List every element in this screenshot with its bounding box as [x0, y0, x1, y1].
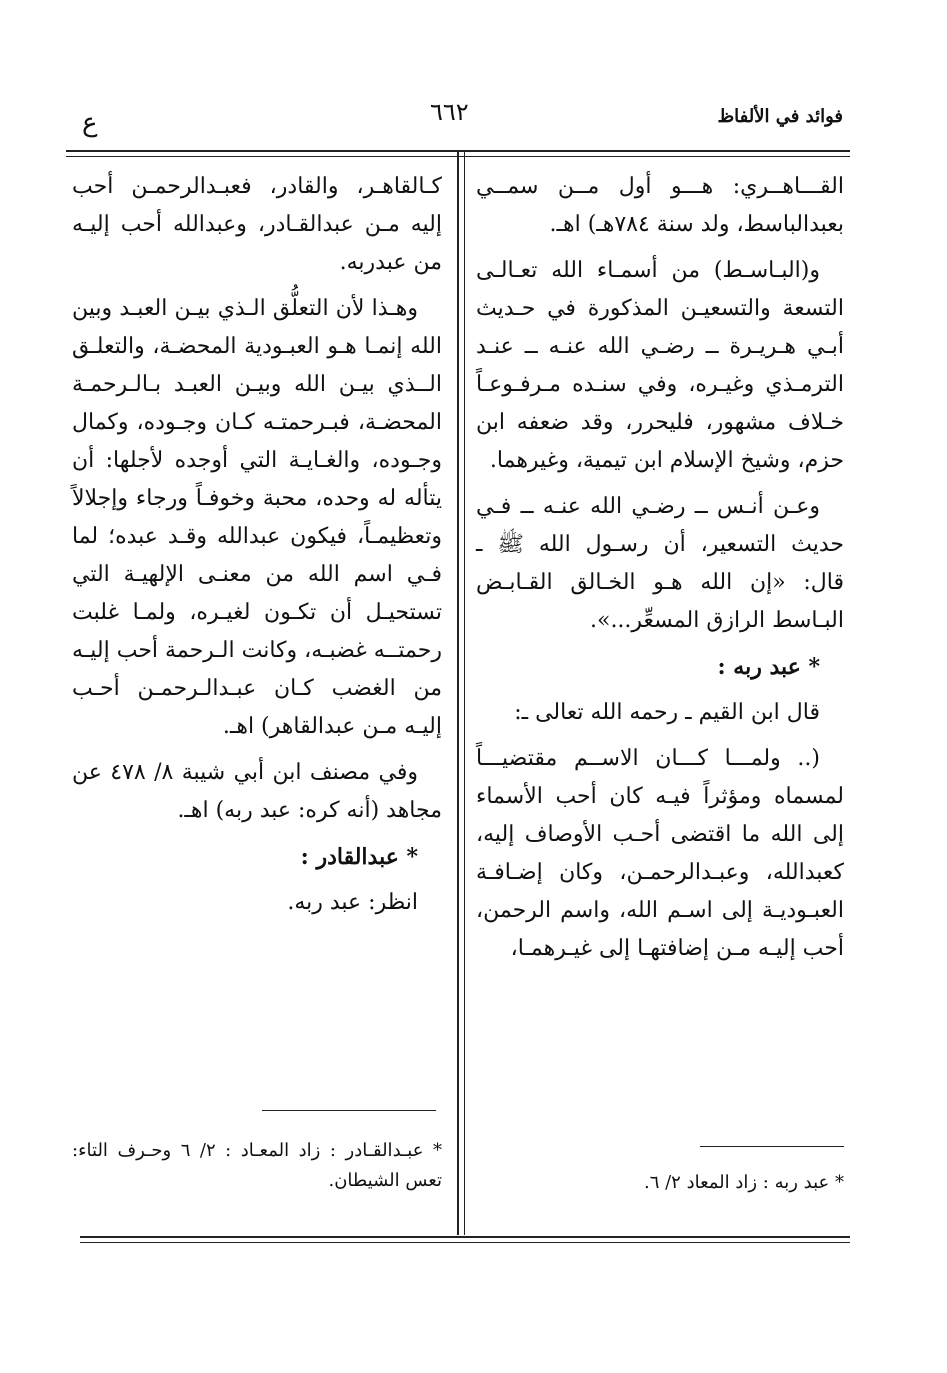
bottom-rule: [80, 1236, 850, 1238]
paragraph: و(البـاسـط) من أسمـاء الله تعـالـى التسعة والتسعيـن المذكورة في حـديث أبـي هـريـرة ــ رضـي الله عنـه ــ عنـد الترمـذي وغيـره، وفي سنـده مـرفـوعـاً خـلاف مشهور، فليحرر، وقد ضعفه ابن حزم، وشيخ الإسلام ابن تيمية، وغيرهما.: [476, 258, 844, 473]
column-divider: [457, 152, 459, 1235]
paragraph: كـالقاهـر، والقادر، فعبـدالرحمـن أحب إليه مـن عبدالقـادر، وعبدالله أحب إليـه من عبدربه.: [72, 174, 442, 275]
bottom-rule-second: [80, 1242, 850, 1243]
entry-heading: * عبدالقادر :: [300, 844, 418, 870]
paragraph: انظر: عبد ربه.: [287, 890, 418, 915]
footnote-left: * عبـدالقـادر : زاد المعـاد : ٢/ ٦ وحـرف التاء: تعس الشيطان.: [72, 1140, 442, 1191]
left-column: [72, 168, 442, 930]
paragraph: وعـن أنـس ــ رضـي الله عنـه ــ فـي حديث التسعير، أن رسـول الله ﷺ ـ قال: «إن الله هـو الخـالق القـابـض البـاسط الرازق المسعِّر...».: [476, 494, 844, 633]
paragraph: القـــاهــري: هـــو أول مــن سمــي بعبدالباسط، ولد سنة ٧٨٤هـ) اهـ.: [476, 174, 844, 237]
page-number: ٦٦٢: [430, 98, 469, 126]
running-header-title: فوائد في الألفاظ: [717, 106, 843, 127]
footnote-rule-left: [262, 1110, 436, 1111]
section-letter: ع: [82, 108, 98, 138]
entry-heading: * عبد ربه :: [717, 654, 820, 680]
paragraph: قال ابن القيم ـ رحمه الله تعالى ـ:: [514, 700, 820, 725]
footnote-right: * عبد ربه : زاد المعاد ٢/ ٦.: [643, 1172, 844, 1193]
right-column: [476, 168, 844, 976]
paragraph: وهـذا لأن التعلُّق الـذي بيـن العبـد وبين الله إنمـا هـو العبـودية المحضـة، والتعلـق الــذي بيـن الله وبيـن العبـد بـالـرحمـة المحضـة، فبـرحمتـه كـان وجـوده، وكمال وجـوده، والغـايـة التي أوجده لأجلها: أن يتأله له وحده، محبة وخوفـاً ورجاء وإجلالاً وتعظيمـاً، فيكون عبدالله وقـد عبده؛ لما فـي اسم الله من معنـى الإلهيـة التي تستحيـل أن تكـون لغيـره، ولمـا غلبت رحمتــه غضبـه، وكانت الـرحمة أحب إليـه من الغضب كـان عبـدالـرحمـن أحـب إليـه مـن عبدالقاهر) اهـ.: [72, 296, 442, 739]
column-divider-second: [464, 152, 465, 1235]
paragraph: (.. ولمـــا كـــان الاســم مقتضيـــاً لمسماه ومؤثراً فيـه كان أحب الأسماء إلى الله ما اقتضى أحـب الأوصاف إليه، كعبدالله، وعبـدالرحمـن، وكان إضـافـة العبـوديـة إلى اسـم الله، واسم الرحمن، أحب إليـه مـن إضافتهـا إلى غيـرهمـا،: [476, 746, 844, 961]
paragraph: وفي مصنف ابن أبي شيبة ٨/ ٤٧٨ عن مجاهد (أنه كره: عبد ربه) اهـ.: [72, 760, 442, 823]
footnote-rule-right: [700, 1146, 844, 1147]
